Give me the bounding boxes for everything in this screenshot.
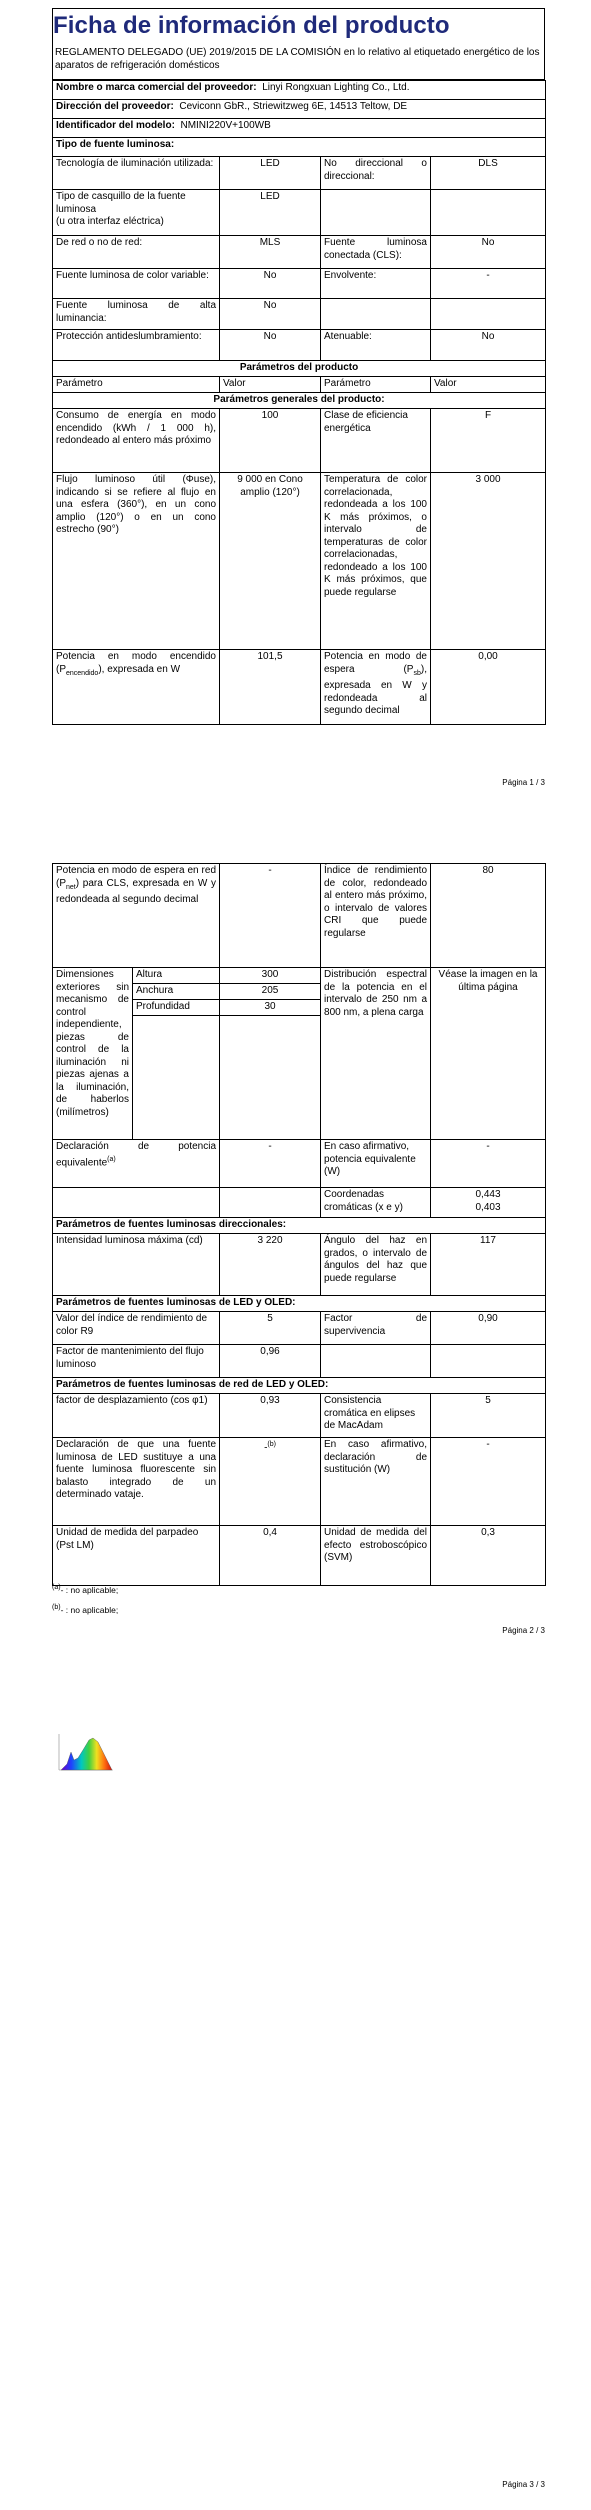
table-row: Fuente luminosa de color variable: No Envolvente: - bbox=[53, 269, 546, 299]
dimensions-row: Dimensiones exteriores sin mecanismo de control independiente, piezas de control de la iluminación ni piezas ajenas a la iluminación, de haberlos (milímetros) Altura 300 Distribución espectral de la potencia en el intervalo de 250 nm a 800 nm, a plena carga Véase la imagen en la última página bbox=[53, 968, 546, 984]
supplier-address-row: Dirección del proveedor: Ceviconn GbR., Striewitzweg 6E, 14513 Teltow, DE bbox=[53, 100, 546, 119]
led-title: Parámetros de fuentes luminosas de LED y OLED: bbox=[53, 1296, 546, 1312]
page-number: Página 1 / 3 bbox=[502, 778, 545, 787]
table-row: Declaración de potencia equivalente$^{(a)}$ - En caso afirmativo, potencia equivalente (W) - bbox=[53, 1140, 546, 1188]
led-mains-title: Parámetros de fuentes luminosas de red de LED y OLED: bbox=[53, 1378, 546, 1394]
table-row: Valor del índice de rendimiento de color R9 5 Factor de supervivencia 0,90 bbox=[53, 1312, 546, 1345]
table-row: factor de desplazamiento (cos φ1) 0,93 Consistencia cromática en elipses de MacAdam 5 bbox=[53, 1394, 546, 1438]
document-title: Ficha de información del producto bbox=[53, 12, 450, 39]
table-row: Potencia en modo de espera en red $(P_{net})$ para CLS, expresada en W y redondeada al segundo decimal - Índice de rendimiento de color, redondeado al entero más próximo, o intervalo de valores CRI que puede regularse 80 bbox=[53, 864, 546, 968]
page-1 bbox=[0, 0, 591, 836]
table-row: De red o no de red: MLS Fuente luminosa conectada (CLS): No bbox=[53, 236, 546, 269]
table-row: Consumo de energía en modo encendido (kWh / 1 000 h), redondeado al entero más próximo 100 Clase de eficiencia energética F bbox=[53, 409, 546, 473]
table-row: Fuente luminosa de alta luminancia: No bbox=[53, 299, 546, 330]
page-number: Página 3 / 3 bbox=[502, 2480, 545, 2489]
footnote-a: $^{(a)}$- : no aplicable; bbox=[52, 1584, 119, 1595]
table-row: Protección antideslumbramiento: No Atenuable: No bbox=[53, 330, 546, 361]
source-type-row: Tipo de fuente luminosa: bbox=[53, 138, 546, 157]
directional-title: Parámetros de fuentes luminosas direccionales: bbox=[53, 1218, 546, 1234]
spectral-distribution-image bbox=[53, 1730, 115, 1776]
table-row: Potencia en modo encendido $(P_{encendido})$, expresada en W 101,5 Potencia en modo de espera $(P_{sb})$, expresada en W y redondeada al segundo decimal 0,00 bbox=[53, 650, 546, 725]
table-row: Flujo luminoso útil (Φuse), indicando si se refiere al flujo en una esfera (360°), en un cono amplio (120°) o en un cono estrecho (90°) 9 000 en Cono amplio (120°) Temperatura de color correlacionada, redondeada a los 100 K más próximos, o intervalo de temperaturas de color correlacionadas, redondeado a los 100 K más próximos, que puede regularse 3 000 bbox=[53, 473, 546, 650]
table-row: Intensidad luminosa máxima (cd) 3 220 Ángulo del haz en grados, o intervalo de ángulos del haz que puede regularse 117 bbox=[53, 1234, 546, 1296]
table-row: Unidad de medida del parpadeo (Pst LM) 0,4 Unidad de medida del efecto estroboscópico (SVM) 0,3 bbox=[53, 1526, 546, 1586]
table-row: Declaración de que una fuente luminosa de LED sustituye a una fuente luminosa fluorescente sin balasto integrado de un determinado vataje. -$^{(b)}$ En caso afirmativo, declaración de sustitución (W) - bbox=[53, 1438, 546, 1526]
table-row: Tipo de casquillo de la fuente luminosa (u otra interfaz eléctrica) LED bbox=[53, 190, 546, 236]
general-title: Parámetros generales del producto: bbox=[53, 393, 546, 409]
table-row: Coordenadas cromáticas (x e y) 0,443 0,403 bbox=[53, 1188, 546, 1218]
table-row: Factor de mantenimiento del flujo luminoso 0,96 bbox=[53, 1345, 546, 1378]
supplier-name-row: Nombre o marca comercial del proveedor: Linyi Rongxuan Lighting Co., Ltd. bbox=[53, 81, 546, 100]
model-row: Identificador del modelo: NMINI220V+100WB bbox=[53, 119, 546, 138]
page-number: Página 2 / 3 bbox=[502, 1626, 545, 1635]
page-3 bbox=[0, 1672, 591, 2510]
product-info-table-2: Potencia en modo de espera en red $(P_{net})$ para CLS, expresada en W y redondeada al segundo decimal - Índice de rendimiento de color, redondeado al entero más próximo, o intervalo de valores CRI que puede regularse 80 Dimensiones exteriores sin mecanismo de control independiente, piezas de control de la iluminación ni piezas ajenas a la iluminación, de haberlos (milímetros) Altura 300 Distribución espectral de la potencia en el intervalo de 250 nm a 800 nm, a plena carga Véase la imagen en la última página Anchura 205 Profundidad 30 Declaración de potencia equivalente$^{(a)}$ - En caso afirmativo, potencia equivalente (W) - Coordenadas cromáticas (x e y) 0,443 0,403 Parámetros de fuentes luminosas direccionales: Intensidad luminosa máxima (cd) 3 220 Ángulo del haz en grados, o intervalo de ángulos del haz que puede regularse 117 Parámetros de fuentes luminosas de LED y OLED: Valor del índice de rendimiento de color R9 5 Factor de supervivencia 0,90 Factor de mantenimiento del flujo luminoso 0,96 Parámetros de fuentes luminosas de red de LED y OLED: factor de desplazamiento (cos φ1) 0,93 Consistencia cromática en elipses de MacAdam 5 Declaración de que una fuente luminosa de LED sustituye a una fuente luminosa fluorescente sin balasto integrado de un determinado vataje. -$^{(b)}$ En caso afirmativo, declaración de sustitución (W) - Unidad de medida del parpadeo (Pst LM) 0,4 Unidad de medida del efecto estroboscópico (SVM) 0,3 bbox=[52, 863, 546, 1586]
params-title: Parámetros del producto bbox=[53, 361, 546, 377]
table-row: Tecnología de iluminación utilizada: LED No direccional o direccional: DLS bbox=[53, 157, 546, 190]
product-info-table bbox=[52, 80, 546, 725]
regulation-text: REGLAMENTO DELEGADO (UE) 2019/2015 DE LA COMISIÓN en lo relativo al etiquetado energético de los aparatos de refrigeración domésticos bbox=[55, 47, 540, 71]
footnote-b: $^{(b)}$- : no aplicable; bbox=[52, 1604, 119, 1615]
column-header-row: Parámetro Valor Parámetro Valor bbox=[53, 377, 546, 393]
page-2 bbox=[0, 836, 591, 1672]
